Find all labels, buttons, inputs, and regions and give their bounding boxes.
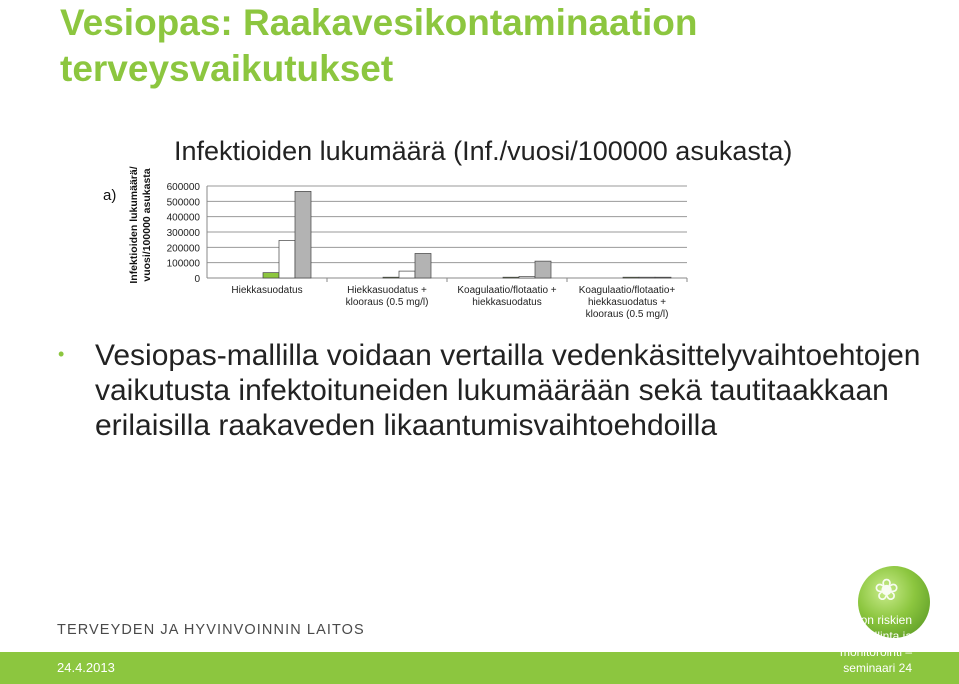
x-tick-label: hiekkasuodatus + [587,297,667,308]
chart-panel-label: a) [103,187,117,204]
chart-title: Infektioiden lukumäärä (Inf./vuosi/100000 asukasta) [174,136,793,166]
bar [279,240,295,278]
y-tick-label: 600000 [166,182,200,193]
bar [383,277,399,278]
bar [639,277,655,278]
bullet-text: Vesiopas-mallilla voidaan vertailla vedenkäsittelyvaihtoehtojen vaikutusta infektoituneiden lukumäärään sekä tautitaakkaan erilaisilla raakaveden likaantumisvaihtoehdoilla [95,339,921,442]
bar [519,276,535,278]
bar [655,277,671,278]
footer-date: 24.4.2013 [57,660,115,675]
y-tick-label: 100000 [166,258,200,270]
bar [503,277,519,278]
x-tick-label: Koagulaatio/flotaatio+ [578,285,676,296]
bar [535,261,551,278]
chart-y-axis-label: Infektioiden lukumäärä/ vuosi/100000 asukasta [128,166,153,284]
x-tick-label: klooraus (0.5 mg/l) [585,309,669,320]
organization-name: TERVEYDEN JA HYVINVOINNIN LAITOS [57,622,365,638]
x-tick-label: Hiekkasuodatus + [347,285,427,296]
y-tick-label: 300000 [166,228,200,239]
y-tick-label: 400000 [166,212,200,224]
bar [399,271,415,278]
bullet-dot-icon: • [58,344,65,364]
bar [623,277,639,278]
slide-title: Vesiopas: Raakavesikontaminaation terveysvaikutukset [60,2,698,89]
y-tick-label: 0 [194,274,200,285]
x-tick-label: hiekkasuodatus [472,297,542,308]
seminar-text: esihuollon riskien ja hallinta ja monitorointi – seminaari 24 [819,613,912,675]
y-tick-label: 500000 [166,197,200,209]
x-tick-label: Hiekkasuodatus [231,285,303,296]
bar [295,191,311,278]
bar [263,273,279,278]
y-tick-label: 200000 [166,243,200,255]
x-tick-label: klooraus (0.5 mg/l) [345,297,429,308]
bar [415,253,431,278]
leaf-icon: ❀ [874,574,900,607]
x-tick-label: Koagulaatio/flotaatio + [457,285,557,296]
